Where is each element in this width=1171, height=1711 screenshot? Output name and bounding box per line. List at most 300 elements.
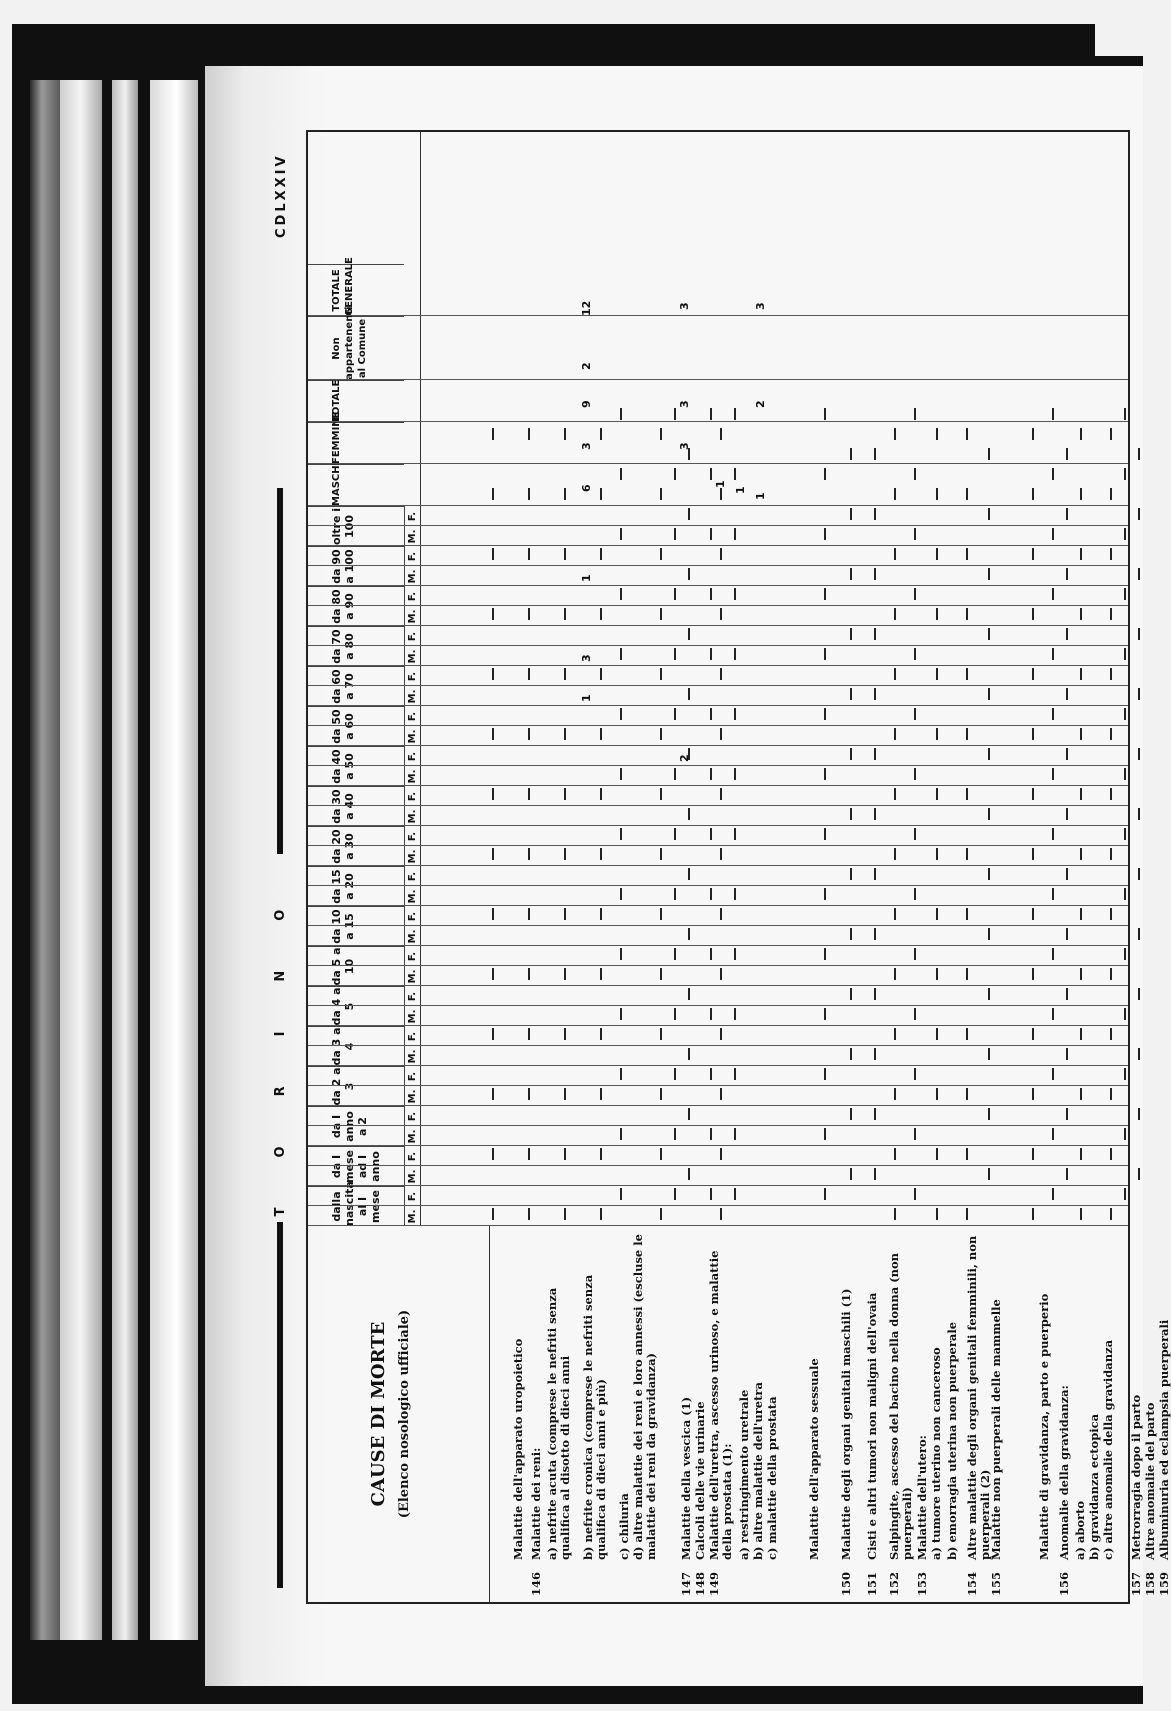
empty-cell-dash [1052,948,1054,960]
empty-cell-dash [824,588,826,600]
empty-cell-dash [710,588,712,600]
empty-cell-dash [1080,608,1082,620]
empty-cell-dash [894,1088,896,1100]
sex-subheader [404,866,421,906]
empty-cell-dash [966,788,968,800]
empty-cell-dash [688,1168,690,1180]
empty-cell-dash [824,828,826,840]
empty-cell-dash [688,628,690,640]
empty-cell-dash [1138,748,1140,760]
cause-text: b) gravidanza ectopica [1087,1413,1101,1560]
cause-text: a) restringimento uretrale [737,1389,751,1560]
empty-cell-dash [1066,448,1068,460]
cause-number: 153 [915,1571,929,1596]
cause-text: Malattie non puerperali delle mammelle [989,1299,1003,1560]
cause-text: c) altre anomalie della gravidanza [1101,1339,1115,1560]
empty-cell-dash [660,1088,662,1100]
empty-cell-dash [914,588,916,600]
empty-cell-dash [874,988,876,1000]
cause-number: 155 [989,1571,1003,1596]
empty-cell-dash [660,548,662,560]
sex-label-m: M. [407,1009,418,1024]
cause-text: d) altre malattie dei reni e loro annessi (escluse le malattie dei reni da gravidanza) [631,1234,658,1560]
age-column-header: da 5 a 10 [308,946,404,986]
sex-subheader [404,986,421,1026]
sex-label-f: F. [407,671,418,682]
empty-cell-dash [874,628,876,640]
cause-text: b) altre malattie dell'uretra [751,1382,765,1560]
empty-cell-dash [564,788,566,800]
empty-cell-dash [936,488,938,500]
empty-cell-dash [988,568,990,580]
empty-cell-dash [620,528,622,540]
column-line [308,665,1128,666]
empty-cell-dash [720,548,722,560]
empty-cell-dash [874,508,876,520]
value-totale-generale: 3 [678,302,691,310]
value-age: 2 [678,754,691,762]
empty-cell-dash [660,728,662,740]
empty-cell-dash [914,468,916,480]
age-column-header: da 4 a 5 [308,986,404,1026]
empty-cell-dash [894,728,896,740]
age-column-header: da 2 a 3 [308,1066,404,1106]
empty-cell-dash [492,728,494,740]
empty-cell-dash [734,1068,736,1080]
empty-cell-dash [720,968,722,980]
cause-number: 156 [1057,1571,1071,1596]
empty-cell-dash [874,1108,876,1120]
sex-label-m: M. [407,769,418,784]
empty-cell-dash [1080,548,1082,560]
empty-cell-dash [914,1068,916,1080]
empty-cell-dash [674,648,676,660]
empty-cell-dash [894,788,896,800]
empty-cell-dash [850,748,852,760]
cause-text: Malattie dell'apparato sessuale [807,1358,821,1560]
empty-cell-dash [674,468,676,480]
empty-cell-dash [688,568,690,580]
column-line [308,1105,1128,1106]
sex-subheader [404,626,421,666]
cause-text: c) malattie della prostata [765,1396,779,1560]
empty-cell-dash [620,1188,622,1200]
empty-cell-dash [492,848,494,860]
empty-cell-dash [492,968,494,980]
empty-cell-dash [720,668,722,680]
empty-cell-dash [528,428,530,440]
empty-cell-dash [1124,468,1126,480]
empty-cell-dash [1110,848,1112,860]
empty-cell-dash [1032,608,1034,620]
cause-text: a) nefrite acuta (comprese le nefriti senza qualifica al disotto di dieci anni [545,1287,572,1560]
empty-cell-dash [1052,1128,1054,1140]
empty-cell-dash [734,588,736,600]
sex-label-f: F. [407,1151,418,1162]
empty-cell-dash [710,768,712,780]
empty-cell-dash [600,428,602,440]
column-line [308,1045,1128,1046]
empty-cell-dash [1066,988,1068,1000]
binder-spine [60,80,102,1640]
empty-cell-dash [1052,408,1054,420]
mortality-table [306,130,1171,1604]
empty-cell-dash [688,928,690,940]
sex-label-m: M. [407,889,418,904]
value-totale-generale: 12 [580,300,593,316]
empty-cell-dash [734,888,736,900]
empty-cell-dash [966,668,968,680]
empty-cell-dash [1066,868,1068,880]
column-line [308,705,1128,706]
sex-label-f: F. [407,591,418,602]
cause-text: Malattie dei reni: [529,1447,543,1560]
sex-label-m: M. [407,969,418,984]
empty-cell-dash [1080,788,1082,800]
empty-cell-dash [936,788,938,800]
column-line [308,1125,1128,1126]
empty-cell-dash [966,968,968,980]
cause-number: 146 [529,1571,543,1596]
empty-cell-dash [1052,648,1054,660]
column-line [308,1225,1128,1226]
empty-cell-dash [914,768,916,780]
empty-cell-dash [1066,808,1068,820]
cause-text: Malattie di gravidanza, parto e puerperio [1037,1293,1051,1560]
sex-label-m: M. [407,729,418,744]
empty-cell-dash [1066,508,1068,520]
empty-cell-dash [528,848,530,860]
column-line [308,865,1128,866]
empty-cell-dash [988,508,990,520]
age-column-header: dalla nascita al I mese [308,1186,404,1226]
empty-cell-dash [1066,568,1068,580]
value-maschi: 6 [580,484,593,492]
cause-text: Metrorragia dopo il parto [1129,1394,1143,1560]
empty-cell-dash [1138,508,1140,520]
sex-label-m: M. [407,689,418,704]
title-rule [277,1222,283,1588]
causes-column [308,1225,1171,1602]
empty-cell-dash [1124,588,1126,600]
age-column-header: da 50 a 60 [308,706,404,746]
column-line [308,421,1128,422]
empty-cell-dash [720,608,722,620]
empty-cell-dash [710,648,712,660]
empty-cell-dash [674,408,676,420]
age-column-header: da 15 a 20 [308,866,404,906]
age-column-header: da 40 a 50 [308,746,404,786]
empty-cell-dash [600,728,602,740]
sex-label-f: F. [407,751,418,762]
cause-text: b) emorragia uterina non puerperale [945,1321,959,1560]
empty-cell-dash [674,528,676,540]
sex-label-m: M. [407,849,418,864]
empty-cell-dash [966,908,968,920]
empty-cell-dash [1032,1028,1034,1040]
sex-label-f: F. [407,711,418,722]
sex-subheader [404,746,421,786]
empty-cell-dash [720,788,722,800]
empty-cell-dash [1066,748,1068,760]
empty-cell-dash [564,908,566,920]
column-line [308,625,1128,626]
empty-cell-dash [914,708,916,720]
empty-cell-dash [1110,608,1112,620]
empty-cell-dash [688,688,690,700]
empty-cell-dash [988,928,990,940]
empty-cell-dash [1032,1208,1034,1220]
column-line [308,745,1128,746]
empty-cell-dash [1138,568,1140,580]
empty-cell-dash [874,748,876,760]
empty-cell-dash [620,768,622,780]
causes-header [308,1226,490,1602]
empty-cell-dash [564,848,566,860]
cause-text: Altre anomalie del parto [1143,1402,1157,1560]
empty-cell-dash [660,668,662,680]
empty-cell-dash [528,1028,530,1040]
page-number: CDLXXIV [274,153,289,238]
cause-number: 150 [839,1571,853,1596]
empty-cell-dash [710,1008,712,1020]
empty-cell-dash [874,1048,876,1060]
column-line [308,845,1128,846]
empty-cell-dash [894,908,896,920]
summary-column-header: Non appartenenti al Comune [308,316,404,380]
empty-cell-dash [620,408,622,420]
empty-cell-dash [894,1148,896,1160]
empty-cell-dash [1032,728,1034,740]
column-line [308,315,1128,316]
empty-cell-dash [710,708,712,720]
empty-cell-dash [1032,788,1034,800]
empty-cell-dash [894,608,896,620]
empty-cell-dash [1080,848,1082,860]
empty-cell-dash [988,868,990,880]
empty-cell-dash [660,1148,662,1160]
empty-cell-dash [660,848,662,860]
empty-cell-dash [914,1188,916,1200]
empty-cell-dash [966,1028,968,1040]
empty-cell-dash [620,1008,622,1020]
empty-cell-dash [1124,1128,1126,1140]
cause-text: Malattie dell'uretra, ascesso urinoso, e malattie della prostata (1): [707,1250,734,1560]
empty-cell-dash [564,1028,566,1040]
empty-cell-dash [710,1188,712,1200]
sex-label-f: F. [407,1031,418,1042]
age-column-header: da 20 a 30 [308,826,404,866]
empty-cell-dash [824,948,826,960]
empty-cell-dash [824,468,826,480]
empty-cell-dash [710,1068,712,1080]
sex-label-f: F. [407,1071,418,1082]
sex-label-m: M. [407,529,418,544]
empty-cell-dash [874,688,876,700]
empty-cell-dash [1080,908,1082,920]
empty-cell-dash [1138,628,1140,640]
empty-cell-dash [720,1208,722,1220]
empty-cell-dash [600,668,602,680]
sex-subheader [404,1146,421,1186]
empty-cell-dash [894,1028,896,1040]
cause-text: Malattie degli organi genitali maschili (1) [839,1288,853,1560]
empty-cell-dash [528,1208,530,1220]
empty-cell-dash [914,1128,916,1140]
empty-cell-dash [914,648,916,660]
empty-cell-dash [674,1068,676,1080]
empty-cell-dash [874,868,876,880]
sex-label-m: M. [407,1169,418,1184]
age-column-header: da 30 a 40 [308,786,404,826]
empty-cell-dash [850,568,852,580]
empty-cell-dash [874,568,876,580]
empty-cell-dash [734,468,736,480]
empty-cell-dash [850,1108,852,1120]
empty-cell-dash [966,848,968,860]
sex-subheader [404,946,421,986]
column-line [308,945,1128,946]
age-column-header: da 90 a 100 [308,546,404,586]
empty-cell-dash [620,648,622,660]
empty-cell-dash [660,488,662,500]
empty-cell-dash [894,428,896,440]
empty-cell-dash [1124,948,1126,960]
empty-cell-dash [528,668,530,680]
empty-cell-dash [1110,668,1112,680]
empty-cell-dash [720,1088,722,1100]
empty-cell-dash [1138,988,1140,1000]
age-column-header: da 60 a 70 [308,666,404,706]
empty-cell-dash [1052,888,1054,900]
column-line [308,905,1128,906]
empty-cell-dash [936,668,938,680]
empty-cell-dash [850,508,852,520]
empty-cell-dash [600,1028,602,1040]
sex-label-m: M. [407,1089,418,1104]
empty-cell-dash [1052,768,1054,780]
empty-cell-dash [914,948,916,960]
sex-subheader [404,1066,421,1106]
causes-subtitle: (Elenco nosologico ufficiale) [397,1309,412,1519]
summary-column-header: FEMMINE [308,422,404,464]
cause-text: Anomalie della gravidanza: [1057,1385,1071,1560]
empty-cell-dash [850,1168,852,1180]
column-line [308,1025,1128,1026]
sex-label-m: M. [407,809,418,824]
sex-label-m: M. [407,569,418,584]
sex-label-f: F. [407,1111,418,1122]
empty-cell-dash [1138,1048,1140,1060]
sex-label-f: F. [407,631,418,642]
empty-cell-dash [824,1128,826,1140]
empty-cell-dash [1052,828,1054,840]
empty-cell-dash [720,728,722,740]
empty-cell-dash [492,788,494,800]
empty-cell-dash [528,968,530,980]
cause-text: Cisti e altri tumori non maligni dell'ovaia [865,1292,879,1560]
empty-cell-dash [688,808,690,820]
empty-cell-dash [564,1148,566,1160]
cause-number: 157 [1129,1571,1143,1596]
empty-cell-dash [660,968,662,980]
empty-cell-dash [1124,828,1126,840]
empty-cell-dash [674,708,676,720]
age-column-header: oltre i 100 [308,506,404,546]
column-line [308,1205,1128,1206]
empty-cell-dash [600,968,602,980]
empty-cell-dash [734,1188,736,1200]
value-femmine: 3 [678,442,691,450]
empty-cell-dash [824,1068,826,1080]
sex-subheader [404,506,421,546]
empty-cell-dash [1052,708,1054,720]
cause-text: Albuminuria ed eclampsia puerperali [1157,1319,1171,1560]
empty-cell-dash [674,1008,676,1020]
empty-cell-dash [1124,648,1126,660]
empty-cell-dash [710,528,712,540]
empty-cell-dash [936,428,938,440]
empty-cell-dash [600,908,602,920]
cause-text: Malattie della vescica (1) [679,1396,693,1560]
empty-cell-dash [966,548,968,560]
empty-cell-dash [492,1028,494,1040]
empty-cell-dash [1110,548,1112,560]
column-line [308,1065,1128,1066]
empty-cell-dash [720,908,722,920]
value-mark: 1 [714,480,727,488]
empty-cell-dash [988,628,990,640]
rotated-table-page [262,128,1171,1608]
empty-cell-dash [914,888,916,900]
sex-label-f: F. [407,831,418,842]
empty-cell-dash [1124,1068,1126,1080]
empty-cell-dash [914,528,916,540]
cause-text: b) nefrite cronica (comprese le nefriti senza qualifica di dieci anni e più) [581,1274,608,1560]
empty-cell-dash [1138,808,1140,820]
empty-cell-dash [988,1108,990,1120]
empty-cell-dash [988,988,990,1000]
empty-cell-dash [1110,428,1112,440]
empty-cell-dash [894,488,896,500]
empty-cell-dash [492,1088,494,1100]
sex-label-f: F. [407,1191,418,1202]
empty-cell-dash [492,488,494,500]
empty-cell-dash [564,968,566,980]
empty-cell-dash [492,428,494,440]
empty-cell-dash [894,548,896,560]
empty-cell-dash [600,848,602,860]
empty-cell-dash [564,488,566,500]
empty-cell-dash [936,728,938,740]
cause-number: 148 [693,1571,707,1596]
sex-subheader [404,666,421,706]
empty-cell-dash [620,588,622,600]
empty-cell-dash [564,1208,566,1220]
empty-cell-dash [1080,428,1082,440]
empty-cell-dash [966,428,968,440]
sex-subheader [404,1106,421,1146]
column-line [308,525,1128,526]
empty-cell-dash [1032,1088,1034,1100]
empty-cell-dash [1032,908,1034,920]
sex-label-f: F. [407,511,418,522]
causes-title: CAUSE DI MORTE [368,1321,389,1507]
page-header [262,128,302,1608]
cause-text: Salpingite, ascesso del bacino nella donna (non puerperali) [887,1252,914,1560]
empty-cell-dash [874,928,876,940]
empty-cell-dash [988,1168,990,1180]
